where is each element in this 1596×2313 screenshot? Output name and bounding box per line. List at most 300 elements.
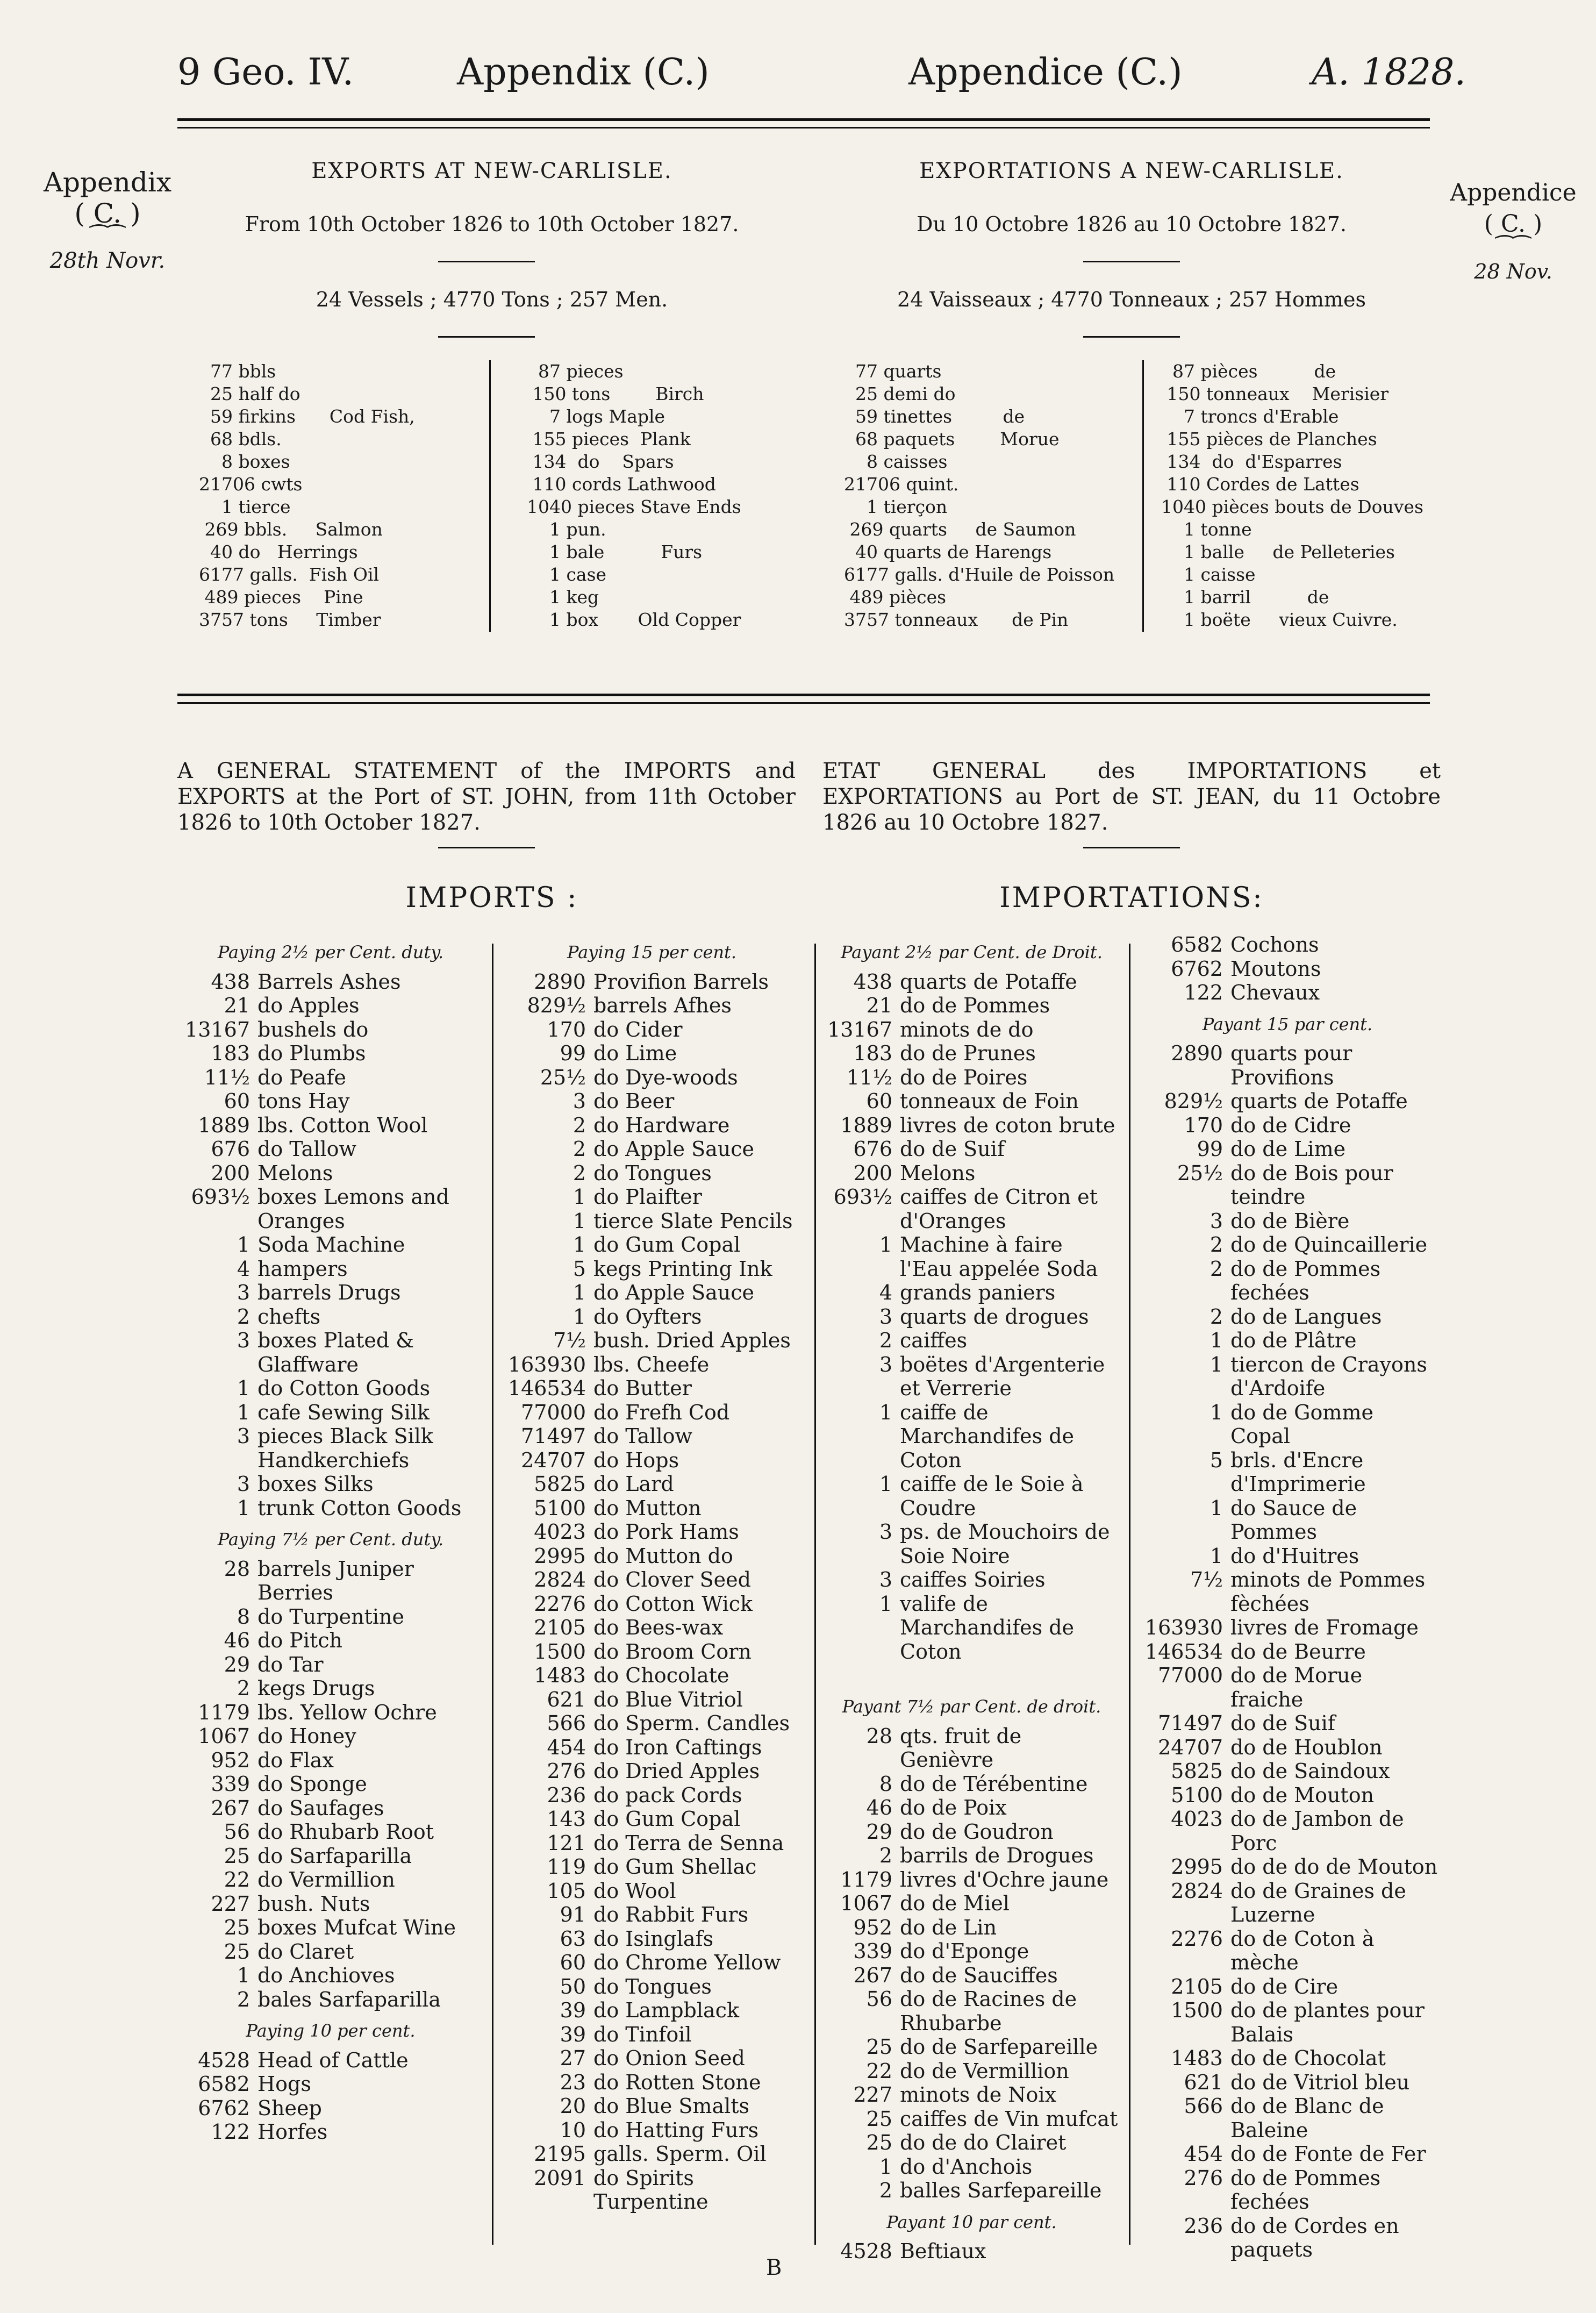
- import-quantity: 25: [866, 2035, 892, 2059]
- import-row: [822, 1281, 1121, 1305]
- section-rule-thin: [177, 702, 1430, 704]
- import-quantity: 25: [866, 2131, 892, 2154]
- import-quantity: 91: [560, 1903, 586, 1926]
- import-quantity: 2: [572, 1161, 586, 1185]
- import-quantity: 1: [237, 1376, 250, 1400]
- import-item: Machine à faire l'Eau appelée Soda: [900, 1233, 1098, 1281]
- import-row: [500, 1089, 804, 1113]
- import-row: [180, 1257, 481, 1281]
- import-quantity: 2: [879, 1329, 892, 1352]
- import-item: do Pitch: [257, 1629, 343, 1652]
- import-item: do de Cidre: [1230, 1113, 1351, 1137]
- import-item: do Sarfaparilla: [257, 1844, 412, 1868]
- import-item: do Blue Vitriol: [593, 1687, 743, 1711]
- import-item: do d'Huitres: [1230, 1544, 1359, 1568]
- import-row: [500, 1401, 804, 1425]
- import-quantity: 227: [853, 2083, 892, 2107]
- import-quantity: 56: [224, 1820, 250, 1844]
- margin-left-flourish: ⁀⁀: [90, 225, 125, 249]
- import-quantity: 438: [211, 969, 250, 994]
- import-row: [500, 1664, 804, 1688]
- import-quantity: 46: [866, 1796, 892, 1819]
- import-quantity: 1483: [534, 1664, 586, 1687]
- import-item: do Rotten Stone: [593, 2070, 761, 2094]
- nc-rule-fr-2: [1083, 336, 1180, 338]
- appendix-title-fr: Appendice (C.): [908, 51, 1183, 94]
- import-item: do Lard: [593, 1472, 674, 1496]
- import-item: Hogs: [257, 2072, 311, 2096]
- import-row: [180, 1424, 481, 1472]
- import-row: [822, 1329, 1121, 1353]
- import-row: [180, 1605, 481, 1629]
- import-quantity: 25: [224, 1939, 250, 1964]
- import-row: [822, 2083, 1121, 2107]
- import-quantity: 276: [547, 1759, 586, 1783]
- import-item: Beftiaux: [900, 2239, 986, 2263]
- duty-section-heading: Paying 10 per cent.: [246, 2021, 416, 2041]
- import-item: caiffe de Marchandifes de Coton: [900, 1400, 1075, 1472]
- nc-rule-en: [438, 261, 535, 262]
- import-item: bush. Nuts: [257, 1891, 370, 1916]
- import-quantity: 8: [879, 1772, 892, 1796]
- import-row: [822, 1137, 1121, 1161]
- import-row: [822, 1891, 1121, 1916]
- import-quantity: 5100: [1171, 1783, 1223, 1807]
- st-john-rule-en: [438, 847, 535, 848]
- import-row: [180, 1676, 481, 1701]
- year: A. 1828.: [1312, 51, 1466, 94]
- import-item: barrels Drugs: [257, 1281, 401, 1304]
- header-rule-thin: [177, 127, 1430, 128]
- import-item: do Peafe: [257, 1065, 346, 1089]
- import-item: do Saufages: [257, 1796, 384, 1820]
- import-quantity: 60: [560, 1951, 586, 1974]
- import-item: do Plaifter: [593, 1185, 702, 1209]
- margin-right-flourish: ⁀⁀: [1495, 235, 1531, 260]
- import-item: do de Graines de Luzerne: [1230, 1879, 1406, 1926]
- import-row: [822, 2107, 1121, 2131]
- import-row: [822, 1939, 1121, 1964]
- import-item: minots de do: [900, 1017, 1034, 1041]
- margin-note-left: [38, 167, 177, 276]
- import-row: [1137, 1544, 1438, 1568]
- import-row: [822, 1916, 1121, 1940]
- import-quantity: 2890: [1171, 1041, 1223, 1065]
- import-row: [500, 1879, 804, 1903]
- import-quantity: 5825: [1171, 1759, 1223, 1783]
- import-quantity: 8: [237, 1604, 250, 1629]
- import-row: [180, 1089, 481, 1113]
- import-item: qts. fruit de Genièvre: [900, 1724, 1022, 1772]
- import-row: [500, 2046, 804, 2071]
- import-item: kegs Drugs: [257, 1676, 375, 1700]
- imports-fr-column-b: [1137, 933, 1438, 2262]
- import-quantity: 25: [224, 1844, 250, 1868]
- import-row: [180, 1940, 481, 1964]
- import-quantity: 3: [572, 1089, 586, 1113]
- import-row: [1137, 1998, 1438, 2046]
- import-item: do Plumbs: [257, 1041, 366, 1065]
- import-row: [822, 2239, 1121, 2264]
- import-quantity: 4023: [1171, 1807, 1223, 1831]
- import-quantity: 1: [237, 1233, 250, 1257]
- import-item: do de Coton à mèche: [1230, 1926, 1375, 1974]
- import-quantity: 2: [237, 1987, 250, 2011]
- import-quantity: 1: [1209, 1329, 1223, 1352]
- import-row: [180, 1557, 481, 1605]
- import-row: [500, 2023, 804, 2047]
- import-item: Sheep: [257, 2096, 322, 2120]
- import-quantity: 122: [1184, 981, 1223, 1004]
- import-item: do Mutton: [593, 1496, 702, 1520]
- import-row: [180, 1916, 481, 1940]
- import-item: chefts: [257, 1304, 321, 1329]
- import-item: do Apple Sauce: [593, 1137, 755, 1161]
- import-item: do Tongues: [593, 1161, 712, 1185]
- import-item: do Honey: [257, 1724, 356, 1748]
- import-item: do de Racines de Rhubarbe: [900, 1987, 1077, 2035]
- import-item: do de Lime: [1230, 1137, 1346, 1161]
- import-item: valife de Marchandifes de Coton: [900, 1591, 1075, 1664]
- import-row: [1137, 1807, 1438, 1855]
- import-row: [1137, 1879, 1438, 1927]
- import-item: do de Cire: [1230, 1974, 1339, 1998]
- import-quantity: 1067: [198, 1724, 250, 1748]
- import-item: do de Bois pour teindre: [1230, 1161, 1393, 1209]
- import-row: [500, 1305, 804, 1329]
- import-quantity: 170: [1184, 1113, 1223, 1137]
- duty-section-heading: Paying 15 per cent.: [567, 942, 737, 962]
- import-quantity: 4528: [198, 2048, 250, 2072]
- nc-en-column-1: 77 bbls 25 half do 59 firkins Cod Fish, 68 bdls. 8 boxes 21706 cwts 1 tierce 269 bbls. Salmon 40 do Herrings 6177 galls. Fish Oil 489 pieces Pine 3757 tons Timber: [199, 361, 415, 630]
- nc-title-en: EXPORTS AT NEW-CARLISLE.: [311, 159, 672, 183]
- import-quantity: 1: [879, 1233, 892, 1257]
- nc-en-divider: [489, 360, 491, 632]
- import-row: [1137, 1711, 1438, 1736]
- import-item: do de Poix: [900, 1796, 1007, 1819]
- import-row: [500, 1568, 804, 1592]
- import-row: [500, 1137, 804, 1161]
- import-row: [1137, 1496, 1438, 1544]
- import-row: [500, 1185, 804, 1209]
- import-row: [1137, 957, 1438, 981]
- import-item: do de Vitriol bleu: [1230, 2070, 1410, 2094]
- import-quantity: 2: [1209, 1304, 1223, 1329]
- import-item: ps. de Mouchoirs de Soie Noire: [900, 1520, 1110, 1568]
- import-row: [500, 1424, 804, 1448]
- import-row: [1137, 2094, 1438, 2142]
- import-item: do de Térébentine: [900, 1772, 1088, 1796]
- import-quantity: 1: [1209, 1496, 1223, 1520]
- import-item: do de Vermillion: [900, 2059, 1069, 2083]
- margin-right-line2: ( C. ): [1484, 210, 1543, 238]
- import-quantity: 2995: [1171, 1855, 1223, 1879]
- import-row: [822, 1018, 1121, 1042]
- import-quantity: 99: [560, 1041, 586, 1065]
- import-quantity: 11½: [204, 1065, 250, 1089]
- import-item: do d'Eponge: [900, 1939, 1029, 1963]
- import-row: [500, 1592, 804, 1616]
- import-quantity: 63: [560, 1926, 586, 1951]
- import-item: do Wool: [593, 1879, 676, 1903]
- import-row: [1137, 1783, 1438, 1808]
- import-item: quarts pour Provifions: [1230, 1041, 1352, 1089]
- import-item: do de Sauciffes: [900, 1963, 1058, 1987]
- import-item: Melons: [257, 1161, 333, 1185]
- import-row: [1137, 1664, 1438, 1711]
- import-row: [500, 1951, 804, 1975]
- import-item: do de Gomme Copal: [1230, 1400, 1373, 1448]
- import-quantity: 71497: [521, 1424, 586, 1448]
- import-row: [180, 1137, 481, 1161]
- import-row: [822, 994, 1121, 1018]
- import-row: [822, 1041, 1121, 1066]
- import-quantity: 39: [560, 2022, 586, 2046]
- import-row: [180, 2120, 481, 2144]
- import-quantity: 25: [224, 1916, 250, 1939]
- import-item: do de Lin: [900, 1915, 997, 1939]
- import-item: do Lampblack: [593, 1998, 739, 2022]
- import-item: do Chocolate: [593, 1664, 729, 1687]
- import-item: do Claret: [257, 1939, 354, 1964]
- import-row: [1137, 1568, 1438, 1616]
- import-row: [180, 1653, 481, 1677]
- import-quantity: 2105: [534, 1616, 586, 1639]
- import-item: barrels Afhes: [593, 994, 732, 1017]
- import-quantity: 1: [1209, 1352, 1223, 1376]
- import-quantity: 2276: [1171, 1926, 1223, 1951]
- import-item: do de Pommes fechées: [1230, 2166, 1381, 2214]
- import-row: [500, 1472, 804, 1496]
- import-quantity: 13167: [185, 1017, 250, 1041]
- import-row: [500, 1281, 804, 1305]
- import-item: do de Poires: [900, 1065, 1028, 1089]
- import-item: do de Suif: [900, 1137, 1005, 1161]
- import-quantity: 56: [866, 1987, 892, 2011]
- import-row: [822, 1772, 1121, 1796]
- import-row: [500, 1783, 804, 1808]
- import-row: [1137, 1041, 1438, 1089]
- import-item: do Broom Corn: [593, 1639, 752, 1664]
- import-row: [822, 1472, 1121, 1520]
- import-row: [500, 1831, 804, 1855]
- nc-period-fr: Du 10 Octobre 1826 au 10 Octobre 1827.: [917, 212, 1347, 236]
- import-quantity: 3: [237, 1329, 250, 1352]
- regnal-year: 9 Geo. IV.: [177, 51, 354, 94]
- duty-section-heading: Payant 15 par cent.: [1202, 1013, 1373, 1034]
- import-item: do Blue Smalts: [593, 2094, 750, 2118]
- import-quantity: 143: [547, 1807, 586, 1831]
- import-item: quarts de drogues: [900, 1304, 1089, 1329]
- import-row: [180, 994, 481, 1018]
- import-item: do Onion Seed: [593, 2046, 745, 2070]
- import-quantity: 29: [224, 1652, 250, 1676]
- import-quantity: 50: [560, 1974, 586, 1998]
- import-quantity: 2: [879, 2179, 892, 2202]
- import-item: Chevaux: [1230, 981, 1320, 1004]
- import-row: [180, 2072, 481, 2096]
- import-quantity: 3: [879, 1568, 892, 1591]
- import-row: [180, 1772, 481, 1796]
- import-row: [1137, 1257, 1438, 1305]
- import-item: do de Chocolat: [1230, 2046, 1386, 2070]
- import-row: [180, 1892, 481, 1916]
- import-quantity: 200: [211, 1161, 250, 1185]
- import-quantity: 1: [237, 1400, 250, 1424]
- imports-en-column-b: [500, 933, 804, 2214]
- imports-en-divider: [492, 944, 493, 2245]
- import-quantity: 21: [866, 994, 892, 1017]
- import-quantity: 621: [1184, 2070, 1223, 2094]
- import-row: [500, 1544, 804, 1568]
- import-row: [180, 1281, 481, 1305]
- import-row: [822, 1796, 1121, 1820]
- import-quantity: 438: [853, 969, 892, 994]
- import-row: [500, 970, 804, 994]
- import-quantity: 146534: [507, 1376, 586, 1400]
- margin-right-date: 28 Nov.: [1474, 260, 1552, 283]
- import-item: do de Plâtre: [1230, 1329, 1357, 1352]
- import-item: do de Mouton: [1230, 1783, 1375, 1807]
- import-quantity: 676: [211, 1137, 250, 1161]
- import-quantity: 339: [211, 1772, 250, 1796]
- import-quantity: 5100: [534, 1496, 586, 1520]
- import-item: do Butter: [593, 1376, 692, 1400]
- import-quantity: 1: [572, 1281, 586, 1304]
- import-row: [822, 1987, 1121, 2035]
- nc-summary-en: 24 Vessels ; 4770 Tons ; 257 Men.: [316, 288, 668, 311]
- import-item: do de Cordes en paquets: [1230, 2214, 1399, 2261]
- import-row: [180, 1796, 481, 1821]
- import-item: pieces Black Silk Handkerchiefs: [257, 1424, 433, 1472]
- import-row: [822, 1820, 1121, 1844]
- import-quantity: 2: [237, 1676, 250, 1700]
- import-item: quarts de Potaffe: [900, 969, 1077, 994]
- import-quantity: 5: [572, 1257, 586, 1281]
- import-item: do Terra de Senna: [593, 1831, 784, 1855]
- import-row: [180, 1748, 481, 1773]
- import-quantity: 10: [560, 2118, 586, 2142]
- margin-left-line1: Appendix: [43, 167, 172, 198]
- import-quantity: 146534: [1144, 1639, 1223, 1664]
- import-row: [822, 1520, 1121, 1568]
- import-row: [500, 1927, 804, 1951]
- import-item: grands paniers: [900, 1281, 1056, 1304]
- import-item: kegs Printing Ink: [593, 1257, 772, 1281]
- import-quantity: 1: [572, 1209, 586, 1233]
- import-quantity: 28: [866, 1724, 892, 1748]
- import-row: [180, 1629, 481, 1653]
- import-row: [180, 1041, 481, 1066]
- import-item: do Gum Shellac: [593, 1855, 757, 1879]
- import-row: [500, 1041, 804, 1066]
- import-quantity: 20: [560, 2094, 586, 2118]
- import-quantity: 24707: [521, 1448, 586, 1472]
- import-item: do Turpentine: [257, 1604, 404, 1629]
- import-quantity: 1: [879, 1591, 892, 1616]
- import-item: do Cotton Wick: [593, 1591, 753, 1616]
- import-row: [180, 1868, 481, 1892]
- import-row: [500, 1209, 804, 1233]
- import-row: [500, 1018, 804, 1042]
- import-row: [1137, 1759, 1438, 1783]
- import-item: do Chrome Yellow: [593, 1951, 781, 1974]
- import-item: do Sperm. Candles: [593, 1711, 790, 1735]
- import-quantity: 1179: [198, 1700, 250, 1724]
- import-item: do de Morue fraiche: [1230, 1664, 1363, 1711]
- header-rule: [177, 118, 1430, 121]
- import-row: [1137, 1401, 1438, 1448]
- import-row: [1137, 1137, 1438, 1161]
- import-row: [822, 1844, 1121, 1868]
- import-row: [500, 1066, 804, 1090]
- import-row: [500, 1161, 804, 1186]
- import-quantity: 3: [1209, 1209, 1223, 1233]
- import-row: [180, 1472, 481, 1496]
- import-quantity: 170: [547, 1017, 586, 1041]
- import-item: bush. Dried Apples: [593, 1329, 791, 1352]
- import-quantity: 21: [224, 994, 250, 1017]
- import-item: do Tinfoil: [593, 2022, 692, 2046]
- import-row: [822, 1233, 1121, 1281]
- import-item: do Mutton do: [593, 1544, 733, 1568]
- import-quantity: 566: [547, 1711, 586, 1735]
- import-item: tierce Slate Pencils: [593, 1209, 793, 1233]
- import-item: do de Pommes: [900, 994, 1050, 1017]
- import-quantity: 2105: [1171, 1974, 1223, 1998]
- import-quantity: 2: [572, 1113, 586, 1137]
- import-quantity: 122: [211, 2120, 250, 2144]
- import-item: do Dye-woods: [593, 1065, 738, 1089]
- import-quantity: 7½: [1190, 1568, 1223, 1591]
- margin-right-line1: Appendice: [1450, 179, 1577, 206]
- import-row: [500, 2166, 804, 2214]
- import-item: balles Sarfepareille: [900, 2179, 1102, 2202]
- import-quantity: 1: [572, 1304, 586, 1329]
- import-row: [500, 2094, 804, 2118]
- import-item: tiercon de Crayons d'Ardoife: [1230, 1352, 1427, 1400]
- import-row: [500, 1616, 804, 1640]
- import-row: [180, 2096, 481, 2121]
- import-item: do de Suif: [1230, 1711, 1335, 1735]
- import-item: livres de Fromage: [1230, 1616, 1419, 1639]
- import-item: galls. Sperm. Oil: [593, 2142, 767, 2166]
- import-quantity: 454: [547, 1735, 586, 1759]
- import-quantity: 621: [547, 1687, 586, 1711]
- import-quantity: 27: [560, 2046, 586, 2070]
- imports-heading-fr: IMPORTATIONS:: [999, 882, 1264, 914]
- import-row: [822, 1964, 1121, 1988]
- import-row: [500, 1113, 804, 1138]
- import-item: do de Beurre: [1230, 1639, 1366, 1664]
- import-quantity: 1179: [840, 1867, 892, 1891]
- import-quantity: 1: [237, 1496, 250, 1520]
- import-row: [822, 2131, 1121, 2155]
- import-row: [500, 1736, 804, 1760]
- import-item: do de Miel: [900, 1891, 1010, 1915]
- import-quantity: 3: [237, 1281, 250, 1304]
- import-item: do Vermillion: [257, 1868, 395, 1891]
- import-row: [500, 1711, 804, 1736]
- import-item: caiffe de le Soie à Coudre: [900, 1472, 1084, 1520]
- import-row: [500, 1855, 804, 1879]
- import-item: do Gum Copal: [593, 1233, 741, 1257]
- import-quantity: 163930: [507, 1352, 586, 1376]
- import-quantity: 119: [547, 1855, 586, 1879]
- import-quantity: 1500: [534, 1639, 586, 1664]
- import-row: [500, 1807, 804, 1831]
- import-item: livres d'Ochre jaune: [900, 1867, 1109, 1891]
